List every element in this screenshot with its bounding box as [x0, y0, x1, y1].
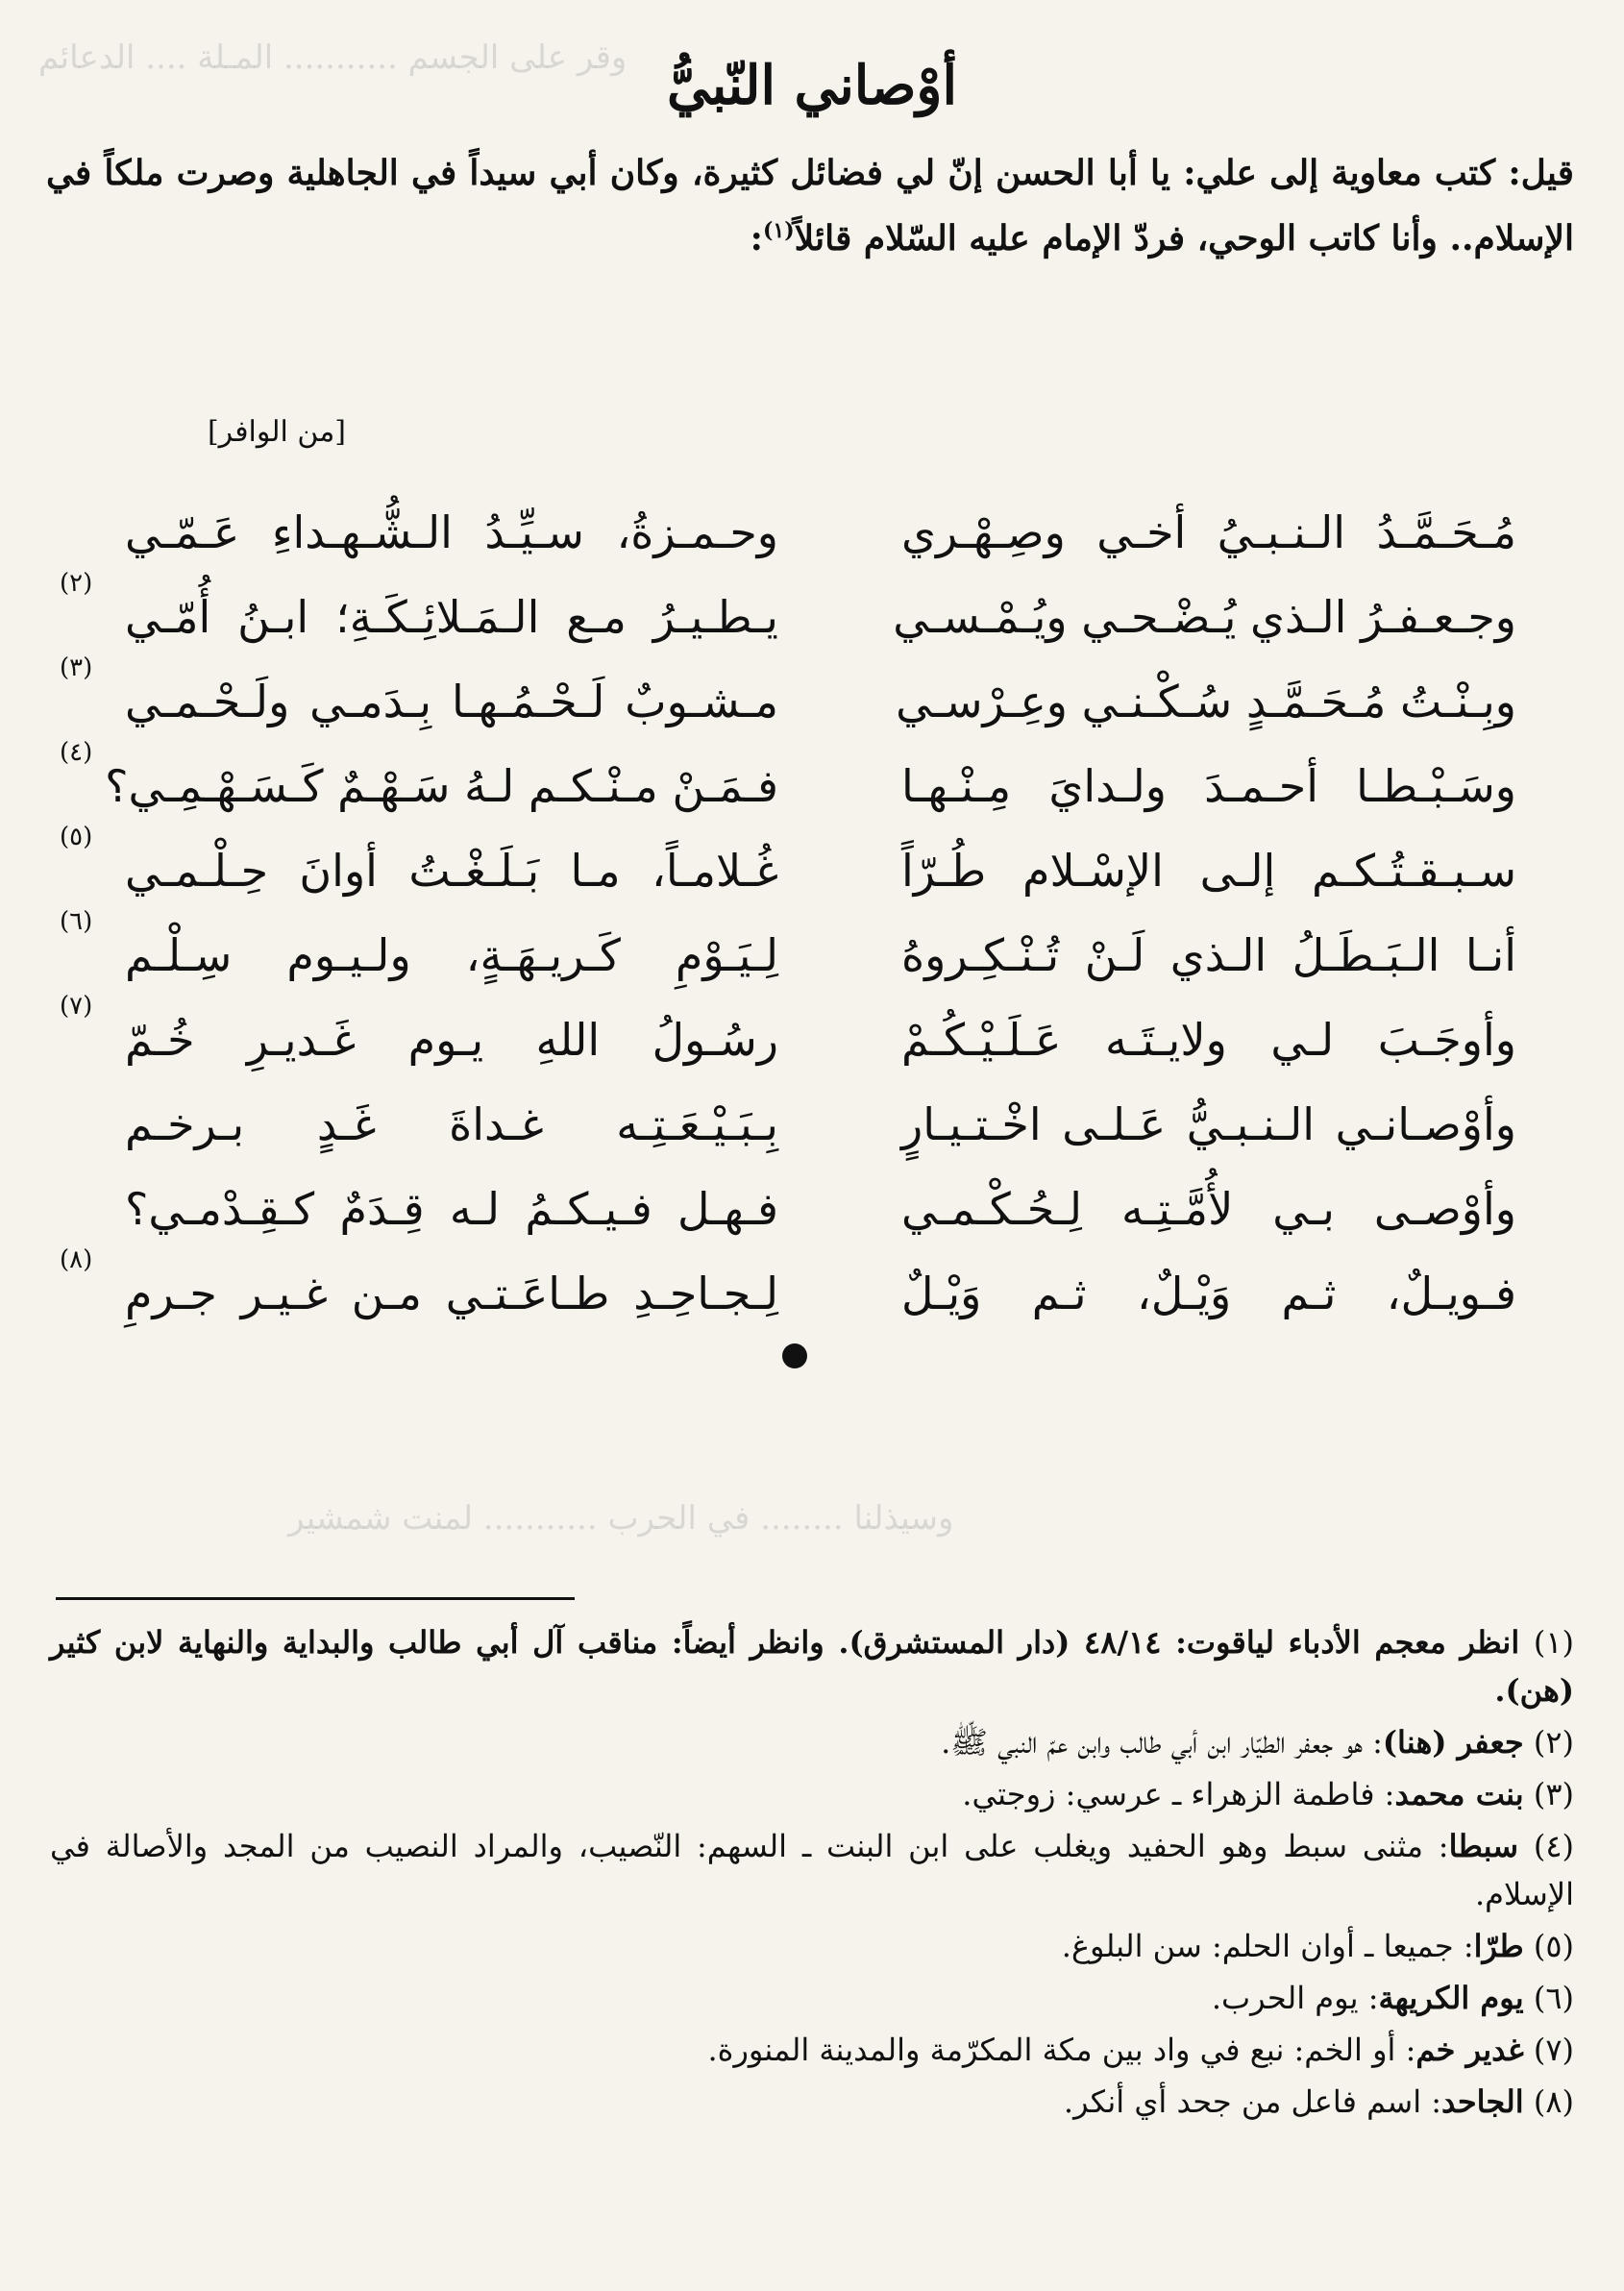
verse-second-hemistich: وحـمـزةُ، سـيِّـدُ الـشُّـهـداءِ عَـمّـي — [125, 506, 778, 558]
verse — [0, 490, 1624, 575]
verse-first-hemistich: وأوْصـى بـي لأُمَّـتِـه لِـحُـكْـمـي — [901, 1183, 1516, 1235]
footnote-term: طرّا — [1473, 1928, 1524, 1964]
verse-second-hemistich: رسُـولُ اللهِ يـوم غَـديـرِ خُـمّ — [125, 1014, 778, 1066]
footnote-text: : يوم الحرب. — [1211, 1980, 1379, 2016]
verse-first-hemistich: وبِـنْـتُ مُـحَـمَّـدٍ سُـكْـنـي وعِـرْسـي — [896, 676, 1516, 727]
footnote-number: (٥) — [1533, 1928, 1574, 1964]
intro-end: : — [750, 218, 763, 259]
footnote-term: غدير خم — [1415, 2032, 1524, 2068]
verse-first-hemistich: وأوجَـبَ لـي ولايـتَـه عَـلَـيْـكُـمْ — [901, 1014, 1516, 1066]
footnote-item — [50, 2026, 1574, 2074]
footnote-number: (٤) — [1533, 1828, 1575, 1864]
footnote-text: : مثنى سبط وهو الحفيد ويغلب على ابن البنت ـ السهم: النّصيب، والمراد النصيب من المجد والأصالة في الإسلام. — [50, 1828, 1574, 1912]
footnote-item — [50, 2078, 1574, 2126]
verse — [0, 569, 1624, 659]
verse-footnote-mark: (٨) — [60, 1245, 93, 1274]
footnote-text: : جميعا ـ أوان الحلم: سن البلوغ. — [1061, 1928, 1474, 1964]
footnote-term: بنت محمد — [1394, 1776, 1524, 1812]
footnote-item — [50, 1974, 1574, 2022]
footnote-text: : فاطمة الزهراء ـ عرسي: زوجتي. — [962, 1776, 1395, 1812]
footnote-item — [50, 1922, 1574, 1970]
verse — [0, 907, 1624, 998]
bleed-through-text: وقر على الجسم ........... المـلة .... الدعائم — [38, 38, 627, 77]
footnote-item — [50, 1822, 1574, 1918]
verse-first-hemistich: سـبـقـتُـكـم إلـى الإسْـلام طُـرّاً — [901, 845, 1516, 897]
verse-second-hemistich: بِـبَـيْـعَـتِـه غـداةَ غَـدٍ بـرخـم — [125, 1098, 778, 1150]
end-of-poem-dot — [782, 1343, 807, 1368]
footnote-separator — [56, 1597, 575, 1600]
verse-footnote-mark: (٣) — [60, 653, 93, 682]
poem — [0, 490, 1624, 1336]
intro-text: قيل: كتب معاوية إلى علي: يا أبا الحسن إنّ لي فضائل كثيرة، وكان أبي سيداً في الجاهلية وصرت ملكاً في الإسلام.. وأنا كاتب الوحي، فردّ الإمام عليه السّلام قائلاً — [46, 153, 1574, 259]
intro-paragraph — [46, 144, 1574, 267]
verse-second-hemistich: يـطـيـرُ مـع الـمَـلائِـكَـةِ؛ ابـنُ أُمّـي — [125, 591, 778, 643]
footnote-text: انظر معجم الأدباء لياقوت: ٤٨/١٤ (دار المستشرق). وانظر أيضاً: مناقب آل أبي طالب والبداية والنهاية لابن كثير (هن). — [50, 1624, 1574, 1709]
poem-meter: [من الوافر] — [207, 415, 346, 449]
footnotes — [50, 1618, 1574, 2130]
footnote-number: (٢) — [1533, 1724, 1574, 1761]
verse-second-hemistich: لِـجـاحِـدِ طـاعَـتـي مـن غـيـر جـرمِ — [125, 1268, 778, 1319]
verse-second-hemistich: فـمَـنْ مـنْـكـم لـهُ سَـهْـمٌ كَـسَـهْـمِـي؟ — [105, 760, 778, 812]
intro-footnote-mark: (١) — [762, 218, 795, 243]
verse — [0, 653, 1624, 744]
footnote-term: الجاحد — [1441, 2083, 1524, 2120]
footnote-text: : هو جعفر الطيّار ابن أبي طالب وابن عمّ النبي ﷺ. — [941, 1724, 1383, 1761]
footnote-number: (٦) — [1533, 1980, 1574, 2016]
footnote-item — [50, 1718, 1574, 1766]
verse-footnote-mark: (٢) — [60, 569, 93, 598]
verse-second-hemistich: فـهـل فـيـكـمُ لـه قِـدَمٌ كـقِـدْمـي؟ — [125, 1183, 778, 1235]
footnote-text: : أو الخم: نبع في واد بين مكة المكرّمة والمدينة المنورة. — [707, 2032, 1416, 2068]
verse-footnote-mark: (٦) — [60, 907, 93, 936]
verse-second-hemistich: مـشـوبٌ لَـحْـمُـهـا بِـدَمـي ولَـحْـمـي — [125, 676, 778, 727]
footnote-number: (١) — [1533, 1624, 1575, 1661]
verse-first-hemistich: وأوْصـانـي الـنـبـيُّ عَـلـى اخْـتـيـارٍ — [901, 1098, 1516, 1150]
verse-first-hemistich: فـويـلٌ، ثـم وَيْـلٌ، ثـم وَيْـلٌ — [901, 1268, 1516, 1319]
verse — [0, 1245, 1624, 1336]
verse-footnote-mark: (٤) — [60, 738, 93, 767]
verse-first-hemistich: وجـعـفـرُ الـذي يُـضْـحـي ويُـمْـسـي — [893, 591, 1516, 643]
bleed-through-text: وسيذلنا ........ في الحرب ........... لمنت شمشير — [288, 1499, 954, 1538]
footnote-item — [50, 1618, 1574, 1714]
verse-second-hemistich: لِـيَـوْمِ كَـريـهَـةٍ، ولـيـوم سِـلْـم — [125, 929, 778, 981]
verse-footnote-mark: (٧) — [60, 992, 93, 1021]
verse-first-hemistich: أنـا الـبَـطَـلُ الـذي لَـنْ تُـنْـكِـروهُ — [901, 929, 1516, 981]
verse-second-hemistich: غُـلامـاً، مـا بَـلَـغْـتُ أوانَ حِـلْـمـي — [125, 845, 778, 897]
footnote-number: (٧) — [1533, 2032, 1574, 2068]
footnote-number: (٣) — [1533, 1776, 1574, 1812]
verse — [0, 1082, 1624, 1167]
verse-first-hemistich: وسَـبْـطـا أحـمـدَ ولـدايَ مِـنْـهـا — [901, 760, 1516, 812]
verse — [0, 1167, 1624, 1251]
footnote-term: سبطا — [1448, 1828, 1519, 1864]
verse-first-hemistich: مُـحَـمَّـدُ الـنـبـيُ أخـي وصِـهْـري — [901, 506, 1516, 558]
verse — [0, 992, 1624, 1082]
footnote-term: جعفر (هنا) — [1382, 1724, 1524, 1761]
verse — [0, 823, 1624, 913]
footnote-text: : اسم فاعل من جحد أي أنكر. — [1063, 2083, 1442, 2120]
verse — [0, 738, 1624, 828]
footnote-item — [50, 1770, 1574, 1818]
verse-footnote-mark: (٥) — [60, 823, 93, 851]
footnote-term: يوم الكريهة — [1378, 1980, 1524, 2016]
page-title: أوْصاني النّبيُّ — [666, 53, 958, 117]
footnote-number: (٨) — [1533, 2083, 1574, 2120]
